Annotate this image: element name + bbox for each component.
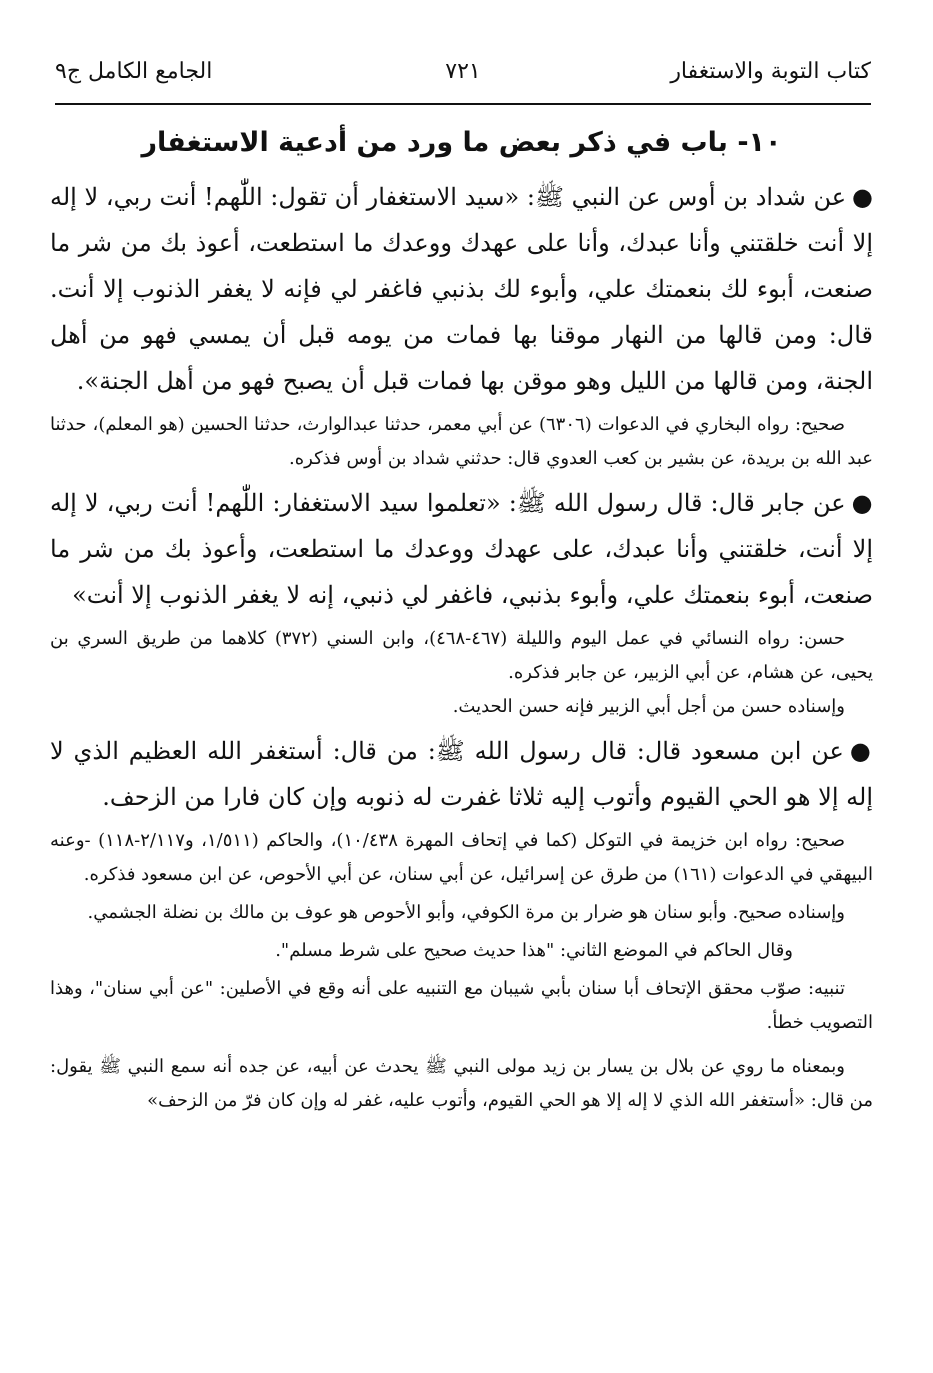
hadith-text <box>50 480 873 618</box>
page-number: ٧٢١ <box>445 59 481 84</box>
page-header <box>55 56 871 96</box>
hadith-1-body: عن شداد بن أوس عن النبي ﷺ: «سيد الاستغفار أن تقول: اللّٰهم! أنت ربي، لا إله إلا أنت خلقتني وأنا عبدك، وأنا على عهدك ووعدك ما استطعت، أعوذ بك من شر ما صنعت، أبوء لك بنعمتك علي، وأبوء لك بذنبي فاغفر لي فإنه لا يغفر الذنوب إلا أنت. قال: ومن قالها من النهار موقنا بها فمات من يومه قبل أن يمسي فهو من أهل الجنة، ومن قالها من الليل وهو موقن بها فمات قبل أن يصبح فهو من أهل الجنة». <box>50 183 873 395</box>
hakim-note: وقال الحاكم في الموضع الثاني: "هذا حديث صحيح على شرط مسلم". <box>275 940 793 961</box>
hadith-text <box>50 728 873 820</box>
bullet-icon: ● <box>852 183 873 211</box>
hadith-3-body: عن ابن مسعود قال: قال رسول الله ﷺ: من قال: أستغفر الله العظيم الذي لا إله إلا هو الحي القيوم وأتوب إليه ثلاثا غفرت له ذنوبه وإن كان فارا من الزحف. <box>50 737 873 811</box>
page-content <box>50 118 873 1118</box>
tanbih-note: تنبيه: صوّب محقق الإتحاف أبا سنان بأبي شيبان مع التنبيه على أنه وقع في الأصلين: "عن أبي سنان"، وهذا التصويب خطأ. <box>50 978 873 1033</box>
takhrij-note: صحيح: رواه ابن خزيمة في التوكل (كما في إتحاف المهرة ١٠/٤٣٨)، والحاكم (١/٥١١، و٢/١١٧-١١٨) -وعنه البيهقي في الدعوات (١٦١) من طرق عن إسرائيل، عن أبي سنان، عن أبي الأحوص، عن ابن مسعود فذكره. <box>50 830 873 885</box>
hadith-2-body: عن جابر قال: قال رسول الله ﷺ: «تعلموا سيد الاستغفار: اللّٰهم! أنت ربي، لا إله إلا أنت، خلقتني وأنا عبدك، على عهدك ووعدك ما استطعت، وأعوذ بك من شر ما صنعت، أبوء بنعمتك علي، وأبوء بذنبي، فاغفر لي ذنبي، إنه لا يغفر الذنوب إلا أنت» <box>50 489 873 609</box>
bullet-icon: ● <box>849 737 873 765</box>
running-head-book-title: كتاب التوبة والاستغفار <box>670 59 871 84</box>
takhrij-note: صحيح: رواه البخاري في الدعوات (٦٣٠٦) عن أبي معمر، حدثنا عبدالوارث، حدثنا الحسين (هو المعلم)، حدثنا عبد الله بن بريدة، عن بشير بن كعب العدوي قال: حدثني شداد بن أوس فذكره. <box>50 414 873 469</box>
running-head-volume: الجامع الكامل ج٩ <box>55 59 213 84</box>
isnad-note: وإسناده صحيح. وأبو سنان هو ضرار بن مرة الكوفي، وأبو الأحوص هو عوف بن مالك بن نضلة الجشمي. <box>87 902 845 923</box>
chapter-title: ١٠- باب في ذكر بعض ما ورد من أدعية الاستغفار <box>141 127 782 158</box>
header-rule <box>55 103 871 105</box>
related-narration-note: وبمعناه ما روي عن بلال بن يسار بن زيد مولى النبي ﷺ يحدث عن أبيه، عن جده أنه سمع النبي ﷺ يقول: من قال: «أستغفر الله الذي لا إله إلا هو الحي القيوم، وأتوب عليه، غفر له وإن كان فرّ من الزحف» <box>50 1056 873 1111</box>
takhrij-note: حسن: رواه النسائي في عمل اليوم والليلة (٤٦٧-٤٦٨)، وابن السني (٣٧٢) كلاهما من طريق السري بن يحيى، عن هشام، عن أبي الزبير، عن جابر فذكره. <box>50 628 873 683</box>
isnad-note: وإسناده حسن من أجل أبي الزبير فإنه حسن الحديث. <box>452 696 845 717</box>
hadith-text <box>50 174 873 404</box>
bullet-icon: ● <box>851 489 873 517</box>
